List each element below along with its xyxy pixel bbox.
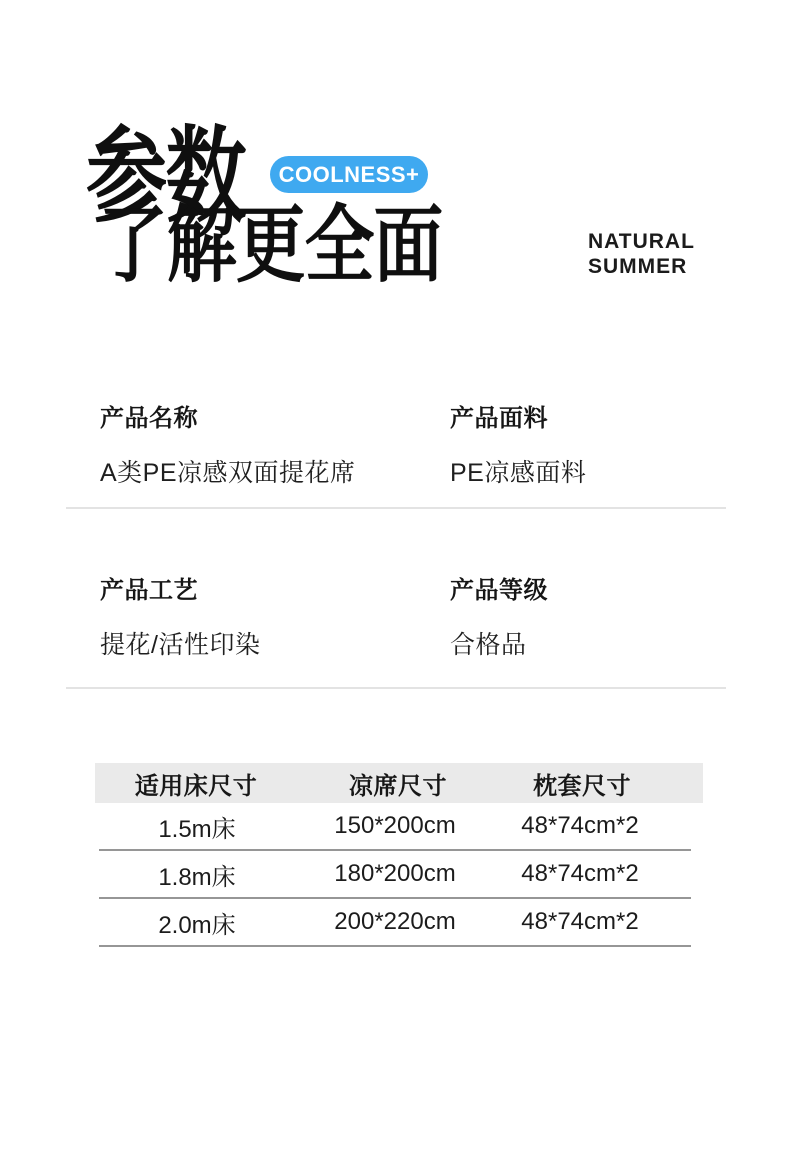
brand-mark <box>588 229 695 279</box>
cell-bed-size: 1.5m床 <box>158 815 236 843</box>
size-table-header <box>95 763 703 803</box>
brand-line1: NATURAL <box>588 230 695 253</box>
spec-value: 合格品 <box>450 631 527 659</box>
column-header-bed-size: 适用床尺寸 <box>134 772 258 800</box>
cell-mat-size: 200*220cm <box>334 908 456 935</box>
coolness-badge <box>270 156 428 193</box>
spec-value: PE凉感面料 <box>450 459 587 487</box>
section-divider <box>66 687 726 689</box>
brand-line2: SUMMER <box>588 255 688 279</box>
cell-bed-size: 1.8m床 <box>158 863 236 891</box>
cell-pillowcase-size: 48*74cm*2 <box>521 860 639 887</box>
cell-mat-size: 180*200cm <box>334 860 456 887</box>
coolness-badge-label: COOLNESS+ <box>278 161 420 187</box>
table-row <box>99 851 691 899</box>
spec-label: 产品面料 <box>450 405 548 432</box>
spec-label: 产品名称 <box>100 405 198 432</box>
spec-product-name <box>100 398 430 489</box>
size-table <box>95 763 703 939</box>
column-header-mat-size: 凉席尺寸 <box>349 772 447 800</box>
spec-product-fabric <box>450 398 780 489</box>
size-table-body <box>99 803 691 947</box>
spec-product-craft <box>100 570 430 661</box>
spec-label: 产品工艺 <box>100 577 198 604</box>
spec-value: A类PE凉感双面提花席 <box>100 459 356 487</box>
table-row <box>99 899 691 947</box>
table-row <box>99 803 691 851</box>
page-title: 参数 <box>86 119 246 235</box>
cell-bed-size: 2.0m床 <box>158 911 236 939</box>
spec-label: 产品等级 <box>450 577 548 604</box>
column-header-pillowcase-size: 枕套尺寸 <box>533 772 631 800</box>
spec-value: 提花/活性印染 <box>100 631 261 659</box>
section-divider <box>66 507 726 509</box>
page-subtitle: 了解更全面 <box>98 198 443 292</box>
spec-product-grade <box>450 570 780 661</box>
cell-mat-size: 150*200cm <box>334 812 456 839</box>
cell-pillowcase-size: 48*74cm*2 <box>521 908 639 935</box>
cell-pillowcase-size: 48*74cm*2 <box>521 812 639 839</box>
